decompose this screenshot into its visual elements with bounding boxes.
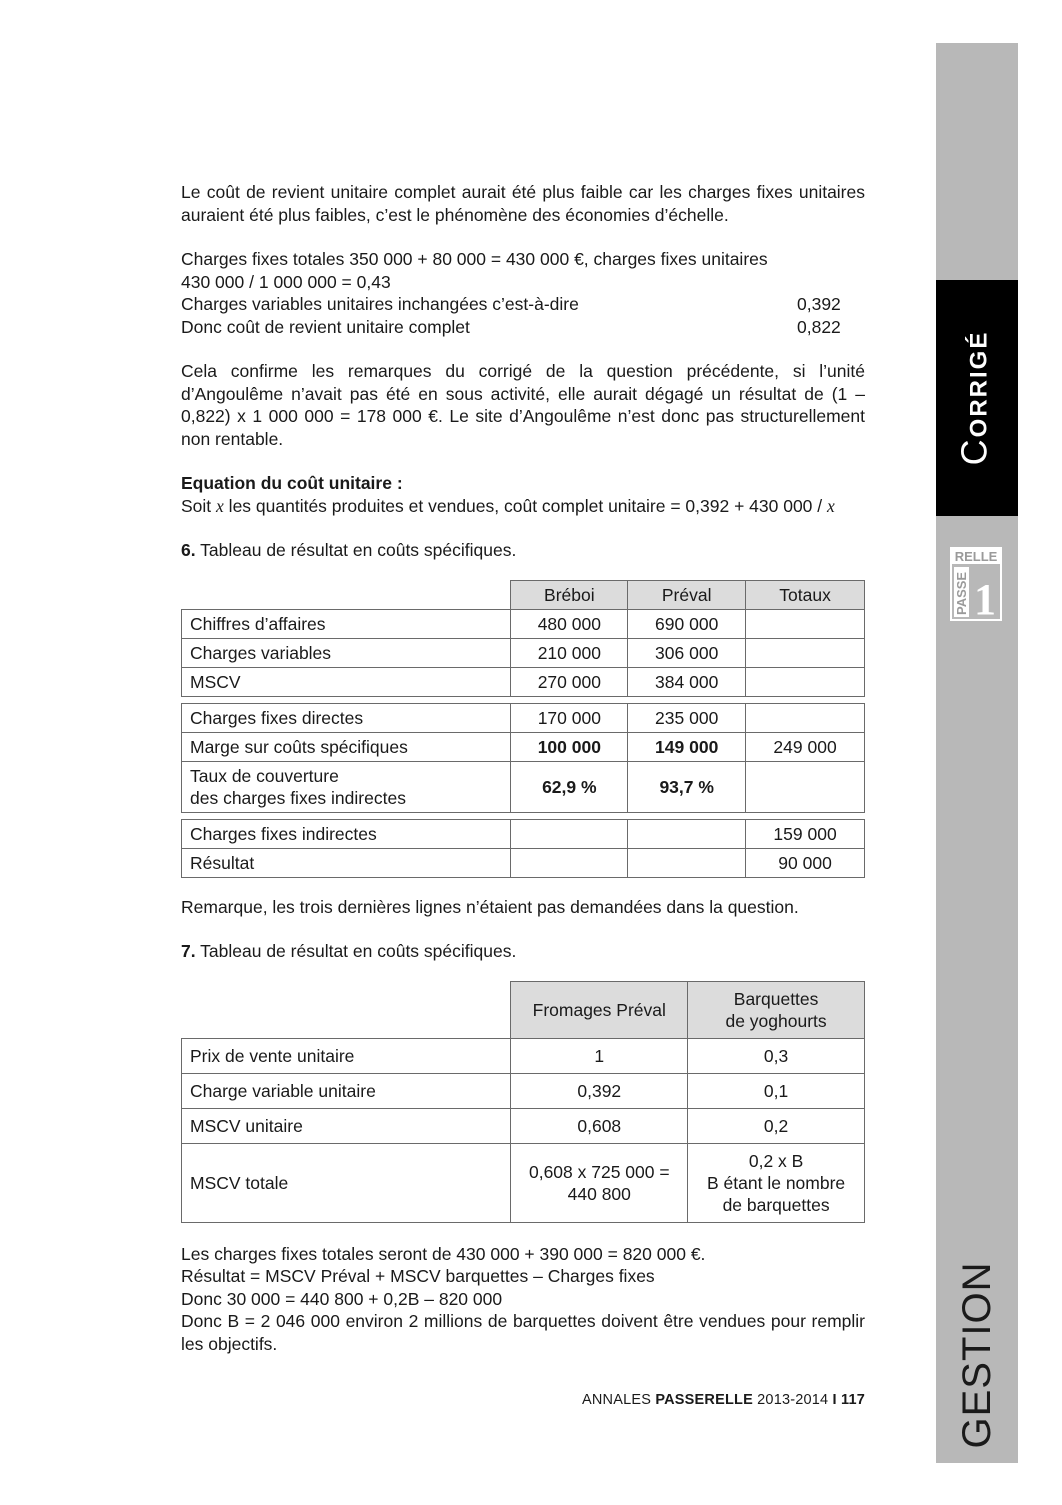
cell-value: 170 000 bbox=[511, 703, 628, 732]
row-label: Charges fixes directes bbox=[182, 703, 511, 732]
cell-value: 210 000 bbox=[511, 638, 628, 667]
calc-line-2: 430 000 / 1 000 000 = 0,43 bbox=[181, 271, 391, 292]
cell-value bbox=[628, 848, 746, 877]
cell-value: 93,7 % bbox=[628, 761, 746, 812]
cell-value bbox=[746, 667, 865, 696]
corrige-rest: ORRIGÉ bbox=[965, 330, 993, 438]
paragraph-economies-echelle: Le coût de revient unitaire complet aurait été plus faible car les charges fixes unitaires auraient été plus faibles, c’est le phénomène des économies d’échelle. bbox=[181, 182, 865, 225]
cell-value: 1 bbox=[511, 1038, 688, 1073]
table-row bbox=[182, 732, 865, 761]
table-row bbox=[182, 1073, 865, 1108]
calc-line-3 bbox=[181, 293, 865, 316]
logo-text-top: RELLE bbox=[954, 549, 998, 564]
row-label: Résultat bbox=[182, 848, 511, 877]
table-row bbox=[182, 761, 865, 812]
question-6-text: Tableau de résultat en coûts spécifiques. bbox=[195, 540, 517, 560]
question-6-number: 6. bbox=[181, 540, 196, 560]
cell-value bbox=[746, 703, 865, 732]
logo-text-side: PASSE bbox=[954, 571, 969, 615]
cell-value bbox=[746, 761, 865, 812]
cell-value: 480 000 bbox=[511, 609, 628, 638]
conclusion-line-4: Donc B = 2 046 000 environ 2 millions de barquettes doivent être vendues pour remplir les objectifs. bbox=[181, 1311, 865, 1354]
table-row bbox=[182, 667, 865, 696]
cell-value: 0,3 bbox=[688, 1038, 865, 1073]
row-label: Charges variables bbox=[182, 638, 511, 667]
calc-line-1: Charges fixes totales 350 000 + 80 000 = 430 000 €, charges fixes unitaires bbox=[181, 249, 768, 269]
question-7-heading bbox=[181, 940, 865, 963]
cell-value: 100 000 bbox=[511, 732, 628, 761]
cell-value: 249 000 bbox=[746, 732, 865, 761]
row-label: Chiffres d’affaires bbox=[182, 609, 511, 638]
cell-value bbox=[628, 819, 746, 848]
page-footer bbox=[575, 1389, 865, 1412]
row-label-line-2: des charges fixes indirectes bbox=[190, 787, 406, 808]
calc-line-4-label: Donc coût de revient unitaire complet bbox=[181, 316, 470, 337]
remarque: Remarque, les trois dernières lignes n’étaient pas demandées dans la question. bbox=[181, 896, 799, 917]
cell-value: 0,392 bbox=[511, 1073, 688, 1108]
calc-line-3-value: 0,392 bbox=[797, 294, 841, 314]
side-band bbox=[936, 43, 1018, 1463]
col-header-barquettes bbox=[688, 981, 865, 1038]
logo-number: 1 bbox=[974, 575, 996, 621]
table-row bbox=[182, 1143, 865, 1222]
calc-block bbox=[181, 248, 865, 338]
row-label: Charge variable unitaire bbox=[182, 1073, 511, 1108]
table-header-row bbox=[182, 580, 865, 609]
cell-line: 0,608 x 725 000 = bbox=[528, 1161, 670, 1182]
row-label: MSCV totale bbox=[182, 1143, 511, 1222]
footer-passerelle: PASSERELLE bbox=[655, 1392, 753, 1408]
col-header-barquettes-line-2: de yoghourts bbox=[725, 1010, 827, 1031]
conclusion-line-3: Donc 30 000 = 440 800 + 0,2B – 820 000 bbox=[181, 1288, 503, 1309]
row-label bbox=[182, 761, 511, 812]
corrige-initial: C bbox=[953, 437, 995, 466]
cell-line: B étant le nombre bbox=[707, 1172, 846, 1193]
corrige-label bbox=[953, 330, 995, 466]
cell-value: 235 000 bbox=[628, 703, 746, 732]
cell-value: 62,9 % bbox=[511, 761, 628, 812]
cell-line: de barquettes bbox=[722, 1194, 830, 1215]
cell-value bbox=[688, 1143, 865, 1222]
table-row bbox=[182, 609, 865, 638]
calc-line-4-value: 0,822 bbox=[797, 316, 841, 337]
question-7-number: 7. bbox=[181, 941, 196, 961]
calc-line-3-label: Charges variables unitaires inchangées c’est-à-dire bbox=[181, 294, 579, 314]
col-header-breboi: Bréboi bbox=[511, 580, 628, 609]
equation-text-1: Soit bbox=[181, 495, 217, 516]
table-row bbox=[182, 1038, 865, 1073]
row-label-line-1: Taux de couverture bbox=[190, 765, 339, 786]
footer-page-number: I 117 bbox=[832, 1392, 865, 1408]
cell-value: 384 000 bbox=[628, 667, 746, 696]
cell-value bbox=[511, 819, 628, 848]
table-row bbox=[182, 848, 865, 877]
equation-var-x-2: x bbox=[827, 495, 835, 516]
row-label: Charges fixes indirectes bbox=[182, 819, 511, 848]
table-row bbox=[182, 819, 865, 848]
table-row bbox=[182, 1108, 865, 1143]
page-content bbox=[181, 181, 865, 1355]
col-header-totaux: Totaux bbox=[746, 580, 865, 609]
cell-value bbox=[511, 1143, 688, 1222]
passerelle-logo bbox=[950, 547, 1002, 621]
cell-value: 690 000 bbox=[628, 609, 746, 638]
table-couts-specifiques-7 bbox=[181, 981, 865, 1223]
conclusion-block bbox=[181, 1243, 865, 1356]
equation-var-x: x bbox=[216, 495, 224, 516]
cell-value: 270 000 bbox=[511, 667, 628, 696]
conclusion-line-1: Les charges fixes totales seront de 430 000 + 390 000 = 820 000 €. bbox=[181, 1243, 706, 1264]
question-6-heading bbox=[181, 539, 865, 562]
col-header-barquettes-line-1: Barquettes bbox=[733, 988, 819, 1009]
conclusion-line-2: Résultat = MSCV Préval + MSCV barquettes – Charges fixes bbox=[181, 1266, 655, 1286]
cell-value: 149 000 bbox=[628, 732, 746, 761]
paragraph-confirmation: Cela confirme les remarques du corrigé de la question précédente, si l’unité d’Angoulême n’avait pas été en sous activité, elle aurait dégagé un résultat de (1 – 0,822) x 1 000 000 = 178 000 €. Le site d’Angoulême n’est donc pas structurellement non rentable. bbox=[181, 361, 865, 449]
cell-value bbox=[511, 848, 628, 877]
cell-line: 440 800 bbox=[567, 1183, 631, 1204]
table-header-row bbox=[182, 981, 865, 1038]
cell-value bbox=[746, 609, 865, 638]
row-label: MSCV bbox=[182, 667, 511, 696]
question-7-text: Tableau de résultat en coûts spécifiques. bbox=[195, 941, 517, 961]
equation-block bbox=[181, 472, 865, 517]
row-label: Prix de vente unitaire bbox=[182, 1038, 511, 1073]
table-row bbox=[182, 638, 865, 667]
cell-value: 0,608 bbox=[511, 1108, 688, 1143]
cell-value: 0,1 bbox=[688, 1073, 865, 1108]
equation-line bbox=[181, 495, 865, 518]
cell-value bbox=[746, 638, 865, 667]
footer-annales: ANNALES bbox=[582, 1392, 656, 1408]
cell-value: 159 000 bbox=[746, 819, 865, 848]
table-row bbox=[182, 703, 865, 732]
cell-value: 90 000 bbox=[746, 848, 865, 877]
gestion-label: GESTION bbox=[954, 1261, 999, 1449]
cell-value: 306 000 bbox=[628, 638, 746, 667]
col-header-preval: Préval bbox=[628, 580, 746, 609]
footer-years: 2013-2014 bbox=[752, 1392, 833, 1408]
row-label: Marge sur coûts spécifiques bbox=[182, 732, 511, 761]
row-label: MSCV unitaire bbox=[182, 1108, 511, 1143]
calc-line-4 bbox=[181, 316, 865, 339]
cell-value: 0,2 bbox=[688, 1108, 865, 1143]
cell-line: 0,2 x B bbox=[748, 1150, 804, 1171]
equation-text-2: les quantités produites et vendues, coût complet unitaire = 0,392 + 430 000 / bbox=[223, 495, 827, 516]
equation-title: Equation du coût unitaire : bbox=[181, 473, 403, 493]
table-couts-specifiques-6 bbox=[181, 580, 865, 878]
col-header-fromages: Fromages Préval bbox=[511, 981, 688, 1038]
